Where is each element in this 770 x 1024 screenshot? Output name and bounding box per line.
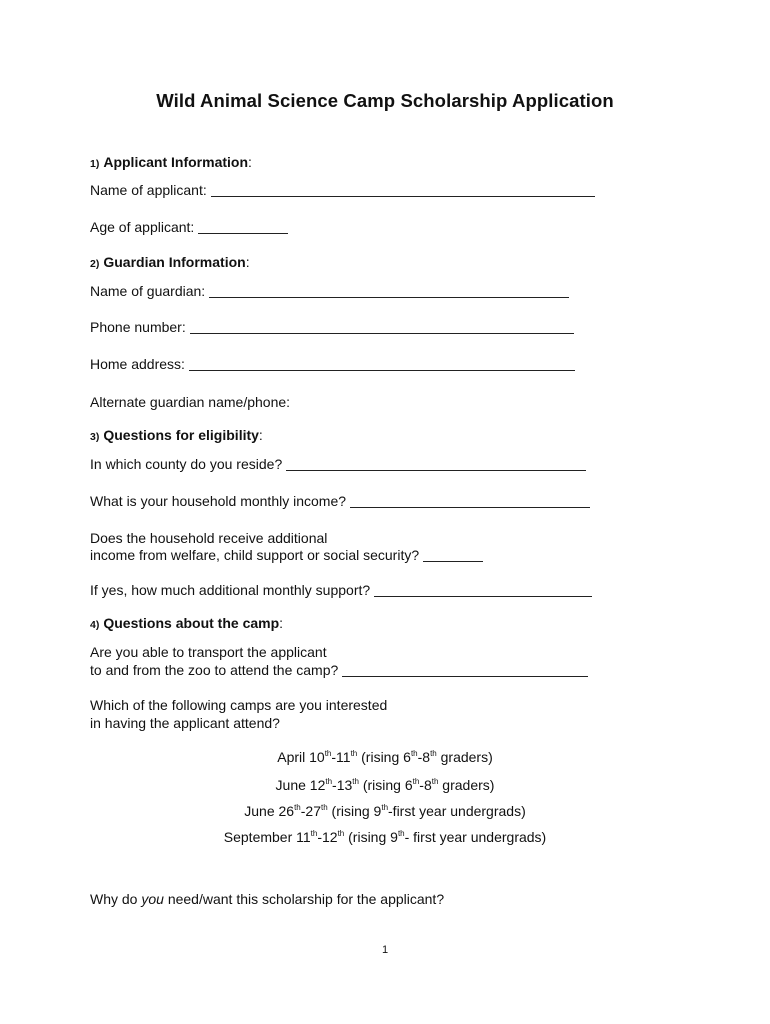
additional-income-field[interactable]: [90, 547, 483, 563]
applicant-name-field[interactable]: [90, 182, 595, 198]
section-title: Questions about the camp: [103, 615, 280, 631]
home-address-blank[interactable]: [189, 355, 575, 371]
applicant-age-blank[interactable]: [198, 218, 288, 234]
guardian-name-field[interactable]: [90, 283, 569, 299]
section-heading-camp: 4) Questions about the camp:: [90, 615, 284, 631]
camp-option-april[interactable]: April 10th-11th (rising 6th-8th graders): [277, 749, 493, 765]
guardian-name-blank[interactable]: [209, 282, 569, 298]
alternate-guardian-label: Alternate guardian name/phone:: [90, 394, 291, 410]
applicant-age-field[interactable]: [90, 219, 288, 235]
section-title: Guardian Information: [103, 254, 246, 270]
field-label: Name of applicant:: [90, 182, 207, 198]
field-label: Name of guardian:: [90, 283, 206, 299]
field-label: Phone number:: [90, 319, 186, 335]
additional-support-blank[interactable]: [374, 581, 592, 597]
county-field[interactable]: [90, 456, 586, 472]
camp-option-september[interactable]: September 11th-12th (rising 9th- first year undergrads): [223, 829, 547, 845]
home-address-field[interactable]: [90, 356, 575, 372]
transport-blank[interactable]: [342, 661, 588, 677]
county-blank[interactable]: [286, 455, 586, 471]
section-number: 4): [90, 619, 100, 631]
camp-option-june-12[interactable]: June 12th-13th (rising 6th-8th graders): [275, 777, 495, 793]
field-label: What is your household monthly income?: [90, 493, 347, 509]
camps-question-line1: Which of the following camps are you interested: [90, 697, 388, 713]
section-number: 2): [90, 258, 100, 270]
document-title: Wild Animal Science Camp Scholarship Application: [156, 90, 614, 111]
field-label: Home address:: [90, 356, 185, 372]
section-number: 1): [90, 158, 100, 170]
section-heading-eligibility: 3) Questions for eligibility:: [90, 427, 263, 443]
transport-question-line1: Are you able to transport the applicant: [90, 644, 327, 660]
transport-field[interactable]: [90, 662, 588, 678]
household-income-blank[interactable]: [350, 492, 590, 508]
section-title: Questions for eligibility: [103, 427, 259, 443]
additional-income-question-line1: Does the household receive additional: [90, 530, 328, 546]
field-label: Age of applicant:: [90, 219, 195, 235]
field-label: In which county do you reside?: [90, 456, 283, 472]
page-number: 1: [381, 944, 389, 956]
field-label: to and from the zoo to attend the camp?: [90, 662, 339, 678]
additional-support-field[interactable]: [90, 582, 592, 598]
applicant-name-blank[interactable]: [211, 181, 595, 197]
section-heading-guardian: 2) Guardian Information:: [90, 254, 250, 270]
camps-question-line2: in having the applicant attend?: [90, 715, 280, 731]
field-label: If yes, how much additional monthly support?: [90, 582, 371, 598]
section-title: Applicant Information: [103, 154, 249, 170]
camp-option-june-26[interactable]: June 26th-27th (rising 9th-first year undergrads): [244, 803, 526, 819]
scholarship-reason-question: Why do you need/want this scholarship for the applicant?: [90, 891, 445, 907]
additional-income-blank[interactable]: [423, 546, 483, 562]
household-income-field[interactable]: [90, 493, 590, 509]
field-label: income from welfare, child support or social security?: [90, 547, 420, 563]
section-heading-applicant: 1) Applicant Information:: [90, 154, 252, 170]
section-number: 3): [90, 431, 100, 443]
phone-number-blank[interactable]: [190, 318, 574, 334]
phone-number-field[interactable]: [90, 319, 574, 335]
